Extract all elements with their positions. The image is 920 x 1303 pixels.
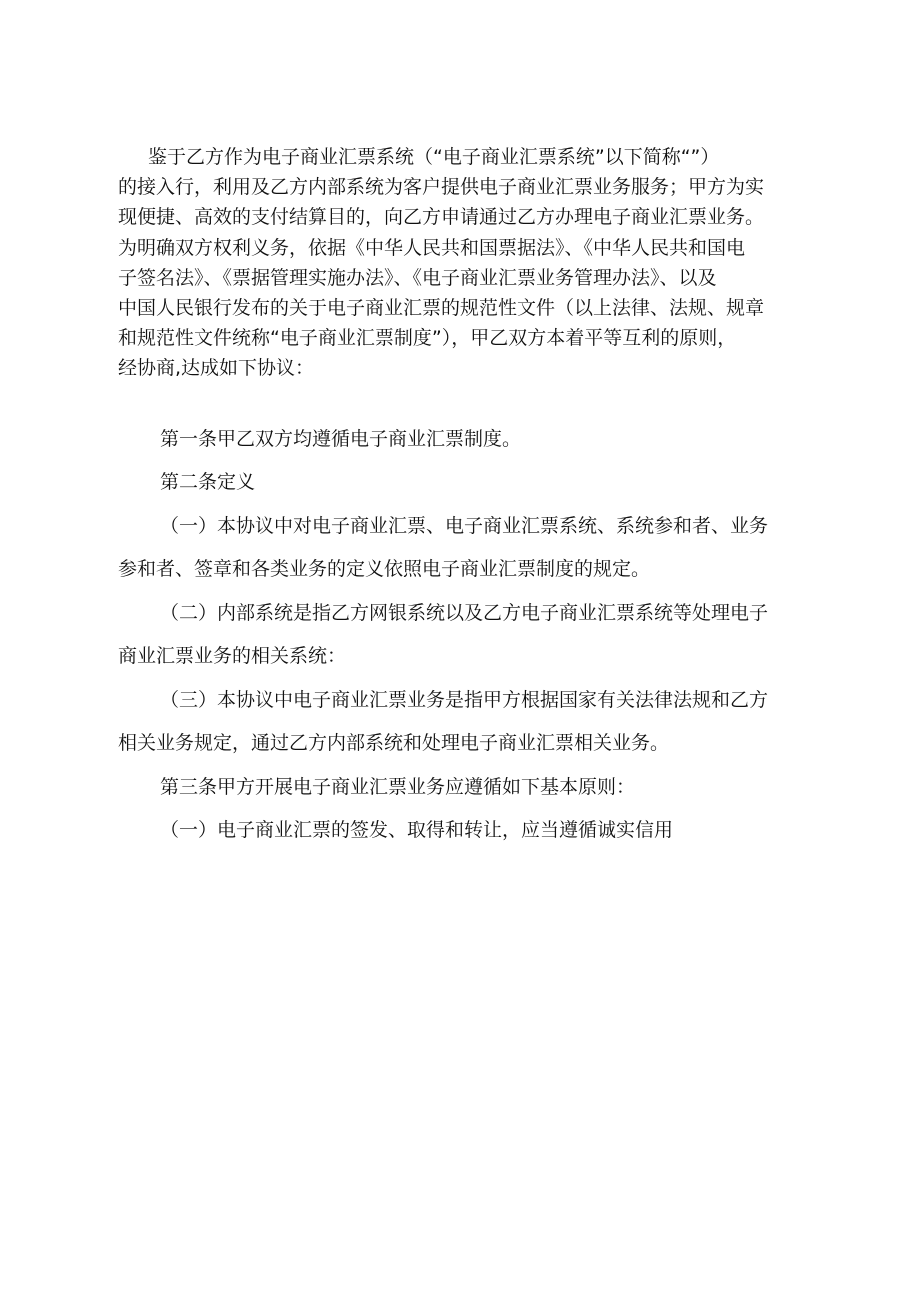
preamble-line: 子签名法》、《票据管理实施办法》、《电子商业汇票业务管理办法》、以及 [118,266,717,289]
definition-2-line-1: （二）内部系统是指乙方网银系统以及乙方电子商业汇票系统等处理电子 [160,602,769,624]
preamble-line: 现便捷、高效的支付结算目的，向乙方申请通过乙方办理电子商业汇票业务。 [118,206,765,229]
definition-3-line-1: （三）本协议中电子商业汇票业务是指甲方根据国家有关法律法规和乙方 [160,689,769,711]
preamble-line: 的接入行，利用及乙方内部系统为客户提供电子商业汇票业务服务；甲方为实 [118,176,765,199]
article-3: 第三条甲方开展电子商业汇票业务应遵循如下基本原则： [160,776,636,798]
article-2-title: 第二条定义 [160,471,256,493]
definition-1-line-1: （一）本协议中对电子商业汇票、电子商业汇票系统、系统参和者、业务 [160,515,769,537]
preamble-paragraph [118,142,818,384]
preamble-line: 鉴于乙方作为电子商业汇票系统（“电子商业汇票系统”以下简称“”） [148,146,720,168]
preamble-line: 中国人民银行发布的关于电子商业汇票的规范性文件（以上法律、法规、规章 [118,297,765,320]
article-1: 第一条甲乙双方均遵循电子商业汇票制度。 [160,428,522,450]
preamble-line: 经协商,达成如下协议： [118,357,315,380]
definition-1-line-2: 参和者、签章和各类业务的定义依照电子商业汇票制度的规定。 [118,558,651,580]
preamble-line: 为明确双方权利义务，依据《中华人民共和国票据法》、《中华人民共和国电 [118,236,746,259]
preamble-line: 和规范性文件统称“电子商业汇票制度”），甲乙双方本着平等互利的原则， [118,327,737,350]
principle-1: （一）电子商业汇票的签发、取得和转让，应当遵循诚实信用 [160,819,674,841]
definition-3-line-2: 相关业务规定，通过乙方内部系统和处理电子商业汇票相关业务。 [118,732,670,754]
definition-2-line-2: 商业汇票业务的相关系统： [118,645,347,667]
